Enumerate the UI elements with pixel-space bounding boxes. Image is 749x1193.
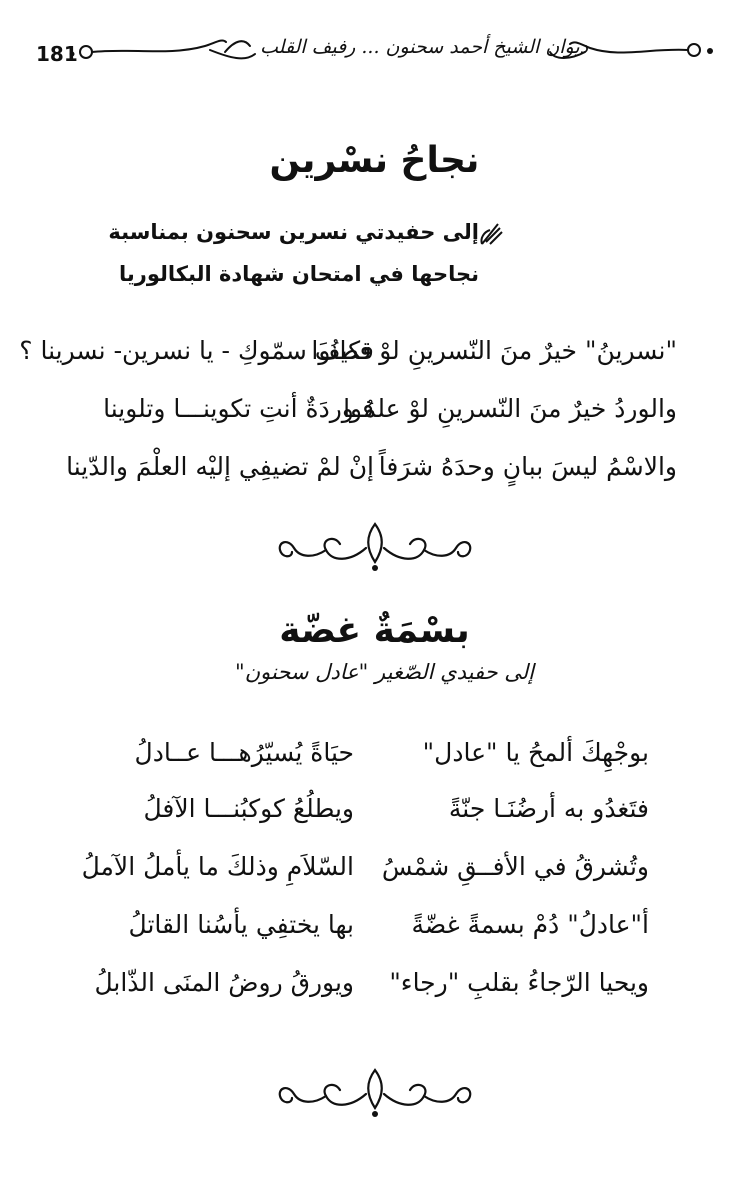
verse-first-hemistich: بوجْهِكَ ألمحُ يا "عادل" — [422, 738, 649, 767]
verse-first-hemistich: "نسرينُ" خيرٌ منَ النّسرينِ لوْ فطنُوا — [311, 336, 677, 365]
verse-first-hemistich: والوردُ خيرٌ منَ النّسرينِ لوْ علمُوا — [343, 394, 677, 423]
poem-title: نجاحُ نسْرين — [269, 140, 480, 181]
verse-second-hemistich: فـوردَةٌ أنتِ تكوينـــا وتلوينا — [103, 394, 374, 423]
verse-first-hemistich: ويحيا الرّجاءُ بقلبِ "رجاء" — [389, 968, 649, 997]
verse-second-hemistich: ويورقُ روضُ المنَى الذّابلُ — [94, 968, 354, 997]
verse — [0, 394, 749, 438]
verse-second-hemistich: ويطلُعُ كوكبُنـــا الآفلُ — [143, 794, 354, 823]
verse-second-hemistich: فكيفَ سمّوكِ - يا نسرين- نسرينا ؟ — [19, 336, 374, 365]
verse-second-hemistich: حيَاةً يُسيّرُهـــا عــادلُ — [134, 738, 354, 767]
verse — [0, 738, 749, 782]
verse — [0, 910, 749, 954]
section-ornament — [270, 1064, 480, 1124]
verse-first-hemistich: وتُشرقُ في الأفــقِ شمْسُ — [381, 852, 649, 881]
verse-first-hemistich: والاسْمُ ليسَ ببانٍ وحدَهُ شرَفاً — [378, 452, 677, 481]
verse-second-hemistich: إنْ لمْ تضيفِي إليْه العلْمَ والدّينا — [66, 452, 374, 481]
header-title: ديوان الشيخ أحمد سحنون ... رفيف القلب — [260, 36, 589, 58]
verse-second-hemistich: السّلاَمِ وذلكَ ما يأملُ الآملُ — [81, 852, 354, 881]
verse-second-hemistich: بها يختفِي يأسُنا القاتلُ — [128, 910, 354, 939]
verse-first-hemistich: أ"عادلُ" دُمْ بسمةً غضّةً — [411, 910, 649, 939]
page-number: 181 — [36, 42, 78, 66]
verse — [0, 968, 749, 1012]
verse-first-hemistich: فتَغدُو به أرضُنَـا جنّةً — [448, 794, 649, 823]
page-header — [30, 28, 720, 78]
dedication-line: نجاحها في امتحان شهادة البكالوريا — [119, 262, 479, 286]
dedication-line: إلى حفيدتي نسرين سحنون بمناسبة — [108, 220, 479, 244]
verse — [0, 852, 749, 896]
quill-icon — [478, 218, 504, 248]
poem-title: بسْمَةٌ غضّة — [279, 610, 470, 651]
section-ornament — [270, 518, 480, 578]
dedication-line: إلى حفيدي الصّغير "عادل سحنون" — [235, 660, 534, 684]
verse — [0, 336, 749, 380]
verse — [0, 794, 749, 838]
verse — [0, 452, 749, 496]
